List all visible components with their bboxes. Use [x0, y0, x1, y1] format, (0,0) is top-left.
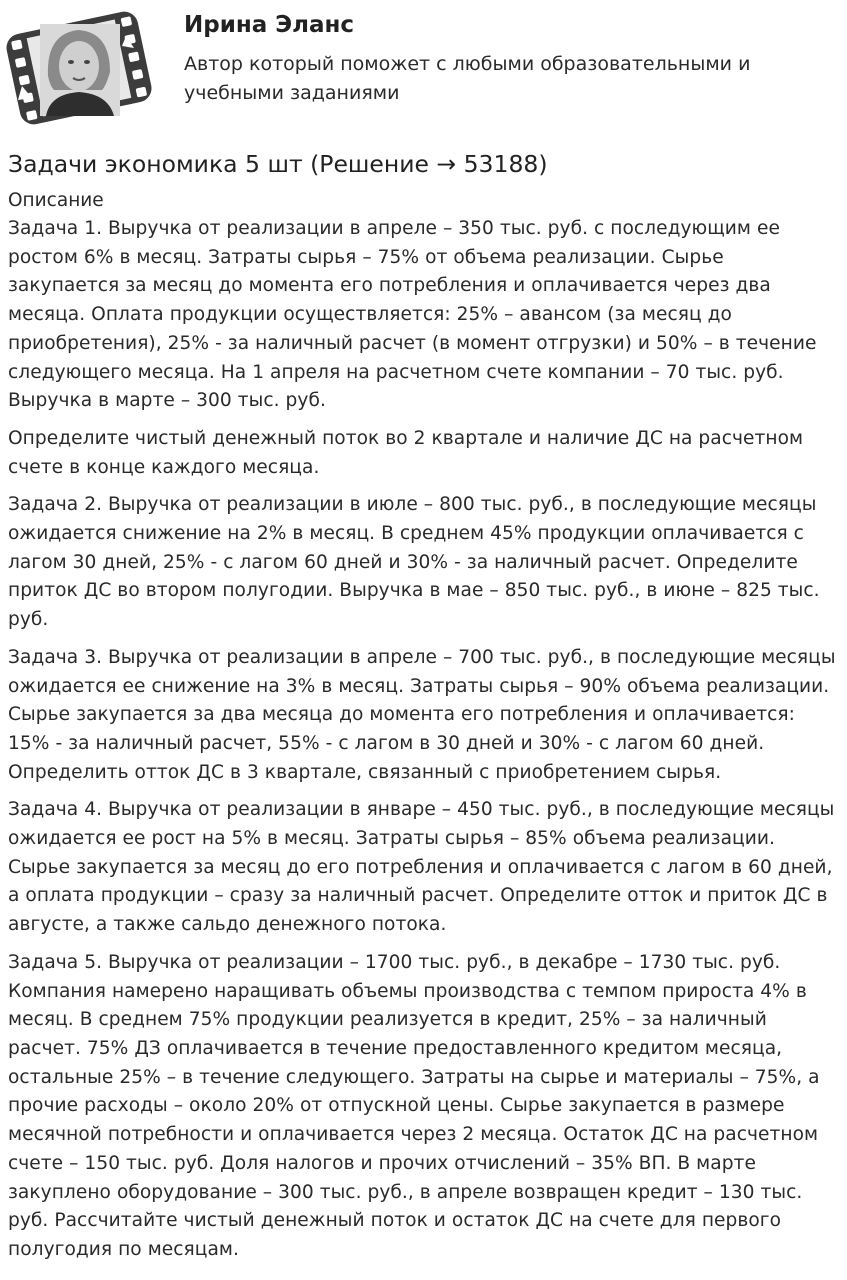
author-avatar: [6, 6, 152, 130]
author-name: Ирина Эланс: [184, 12, 355, 38]
task-2-paragraph: Задача 2. Выручка от реализации в июле – 800 тыс. руб., в последующие месяцы ожидается снижение на 2% в месяц. В среднем 45% продукции оплачивается с лагом 30 дней, 25% - с лагом 60 дней и 30% - за наличный расчет. Определите приток ДС во втором полугодии. Выручка в мае – 850 тыс. руб., в июне – 825 тыс. руб.: [8, 494, 820, 631]
task-1-paragraph: Задача 1. Выручка от реализации в апреле – 350 тыс. руб. с последующим ее ростом 6% в месяц. Затраты сырья – 75% от объема реализации. Сырье закупается за месяц до момента его потребления и оплачивается через два месяца. Оплата продукции осуществляется: 25% – авансом (за месяц до приобретения), 25% - за наличный расчет (в момент отгрузки) и 50% – в течение следующего месяца. На 1 апреля на расчетном счете компании – 70 тыс. руб. Выручка в марте – 300 тыс. руб.: [8, 218, 817, 412]
task-4-paragraph: Задача 4. Выручка от реализации в январе – 450 тыс. руб., в последующие месяцы ожидается ее рост на 5% в месяц. Затраты сырья – 85% объема реализации. Сырье закупается за месяц до его потребления и оплачивается с лагом в 60 дней, а оплата продукции – сразу за наличный расчет. Определите отток и приток ДС в августе, а также сальдо денежного потока.: [8, 799, 835, 936]
document-content: [0, 150, 847, 1265]
task-5-paragraph: Задача 5. Выручка от реализации – 1700 тыс. руб., в декабре – 1730 тыс. руб. Компания намерено наращивать объемы производства с темпом прироста 4% в месяц. В среднем 75% продукции реализуется в кредит, 25% – за наличный расчет. 75% ДЗ оплачивается в течение предоставленного кредитом месяца, остальные 25% – в течение следующего. Затраты на сырье и материалы – 75%, а прочие расходы – около 20% от отпускной цены. Сырье закупается в размере месячной потребности и оплачивается через 2 месяца. Остаток ДС на расчетном счете – 150 тыс. руб. Доля налогов и прочих отчислений – 35% ВП. В марте закуплено оборудование – 300 тыс. руб., в апреле возвращен кредит – 130 тыс. руб. Рассчитайте чистый денежный поток и остаток ДС на счете для первого полугодия по месяцам.: [8, 951, 820, 1260]
task-1-question-paragraph: Определите чистый денежный поток во 2 квартале и наличие ДС на расчетном счете в конце каждого месяца.: [8, 427, 804, 478]
task-3-paragraph: Задача 3. Выручка от реализации в апреле – 700 тыс. руб., в последующие месяцы ожидается ее снижение на 3% в месяц. Затраты сырья – 90% объема реализации. Сырье закупается за два месяца до момента его потребления и оплачивается: 15% - за наличный расчет, 55% - с лагом в 30 дней и 30% - с лагом 60 дней. Определить отток ДС в 3 квартале, связанный с приобретением сырья.: [8, 646, 836, 783]
author-header: [0, 0, 847, 140]
description-label: Описание: [8, 190, 104, 211]
document-title: Задачи экономика 5 шт (Решение → 53188): [8, 150, 548, 178]
author-description: Автор который поможет с любыми образовательными и учебными заданиями: [184, 53, 751, 104]
